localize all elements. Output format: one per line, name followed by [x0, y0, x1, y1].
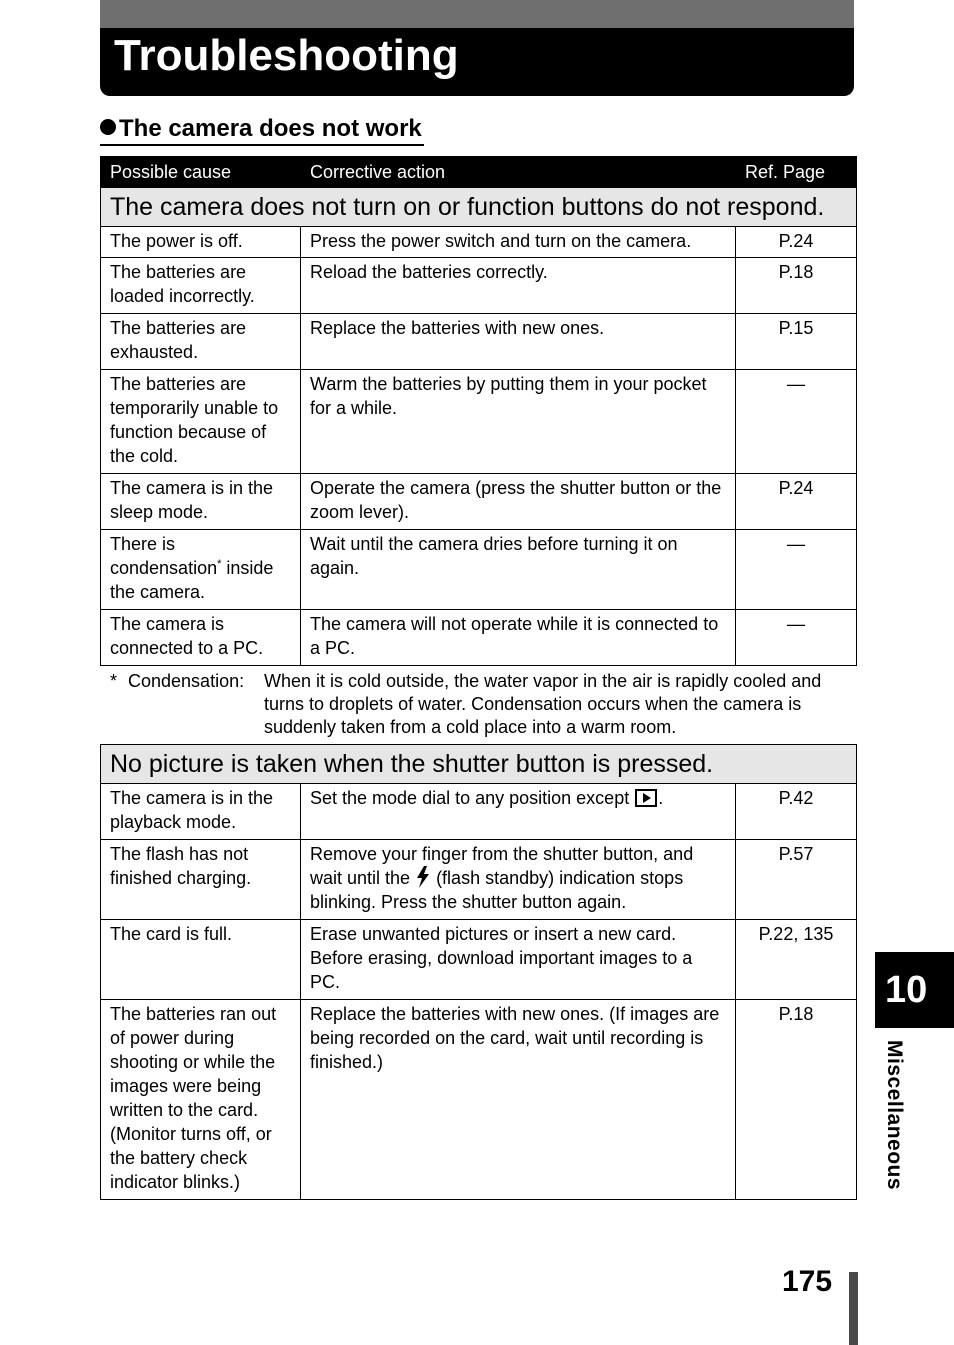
footnote-mark: *	[217, 558, 222, 570]
table-row	[101, 784, 857, 840]
cell-ref: P.24	[736, 474, 857, 530]
table-row	[101, 370, 857, 474]
action-text: (flash standby) indication stops blinking. Press the shutter button again.	[310, 868, 684, 912]
bullet-icon	[100, 119, 116, 135]
cell-ref: —	[736, 530, 857, 610]
cell-cause: The camera is in the playback mode.	[101, 784, 301, 840]
table-row	[101, 610, 857, 666]
action-text: Set the mode dial to any position except	[310, 788, 635, 808]
section-heading-text: The camera does not work	[119, 115, 422, 142]
cell-ref: P.24	[736, 227, 857, 258]
footnote-mark: *	[110, 671, 118, 691]
page-number-bar	[849, 1272, 858, 1345]
cell-action: Reload the batteries correctly.	[301, 258, 736, 314]
action-text: Remove your finger from the shutter button, and wait until the	[310, 844, 694, 888]
page-title: Troubleshooting	[114, 31, 459, 80]
cause-text: There is condensation	[110, 534, 218, 578]
cell-ref: —	[736, 610, 857, 666]
cell-action	[301, 784, 736, 840]
table-row	[101, 258, 857, 314]
cell-cause: The power is off.	[101, 227, 301, 258]
cause-text: inside the camera.	[110, 558, 274, 602]
table-row	[101, 1000, 857, 1200]
footnote-text: When it is cold outside, the water vapor in the air is rapidly cooled and turns to droplets of water. Condensation occurs when the camera is suddenly taken from a cold place into a warm room.	[264, 671, 822, 737]
page-number: 175	[782, 1265, 833, 1298]
table-row	[101, 840, 857, 920]
cell-ref: P.42	[736, 784, 857, 840]
table-row	[101, 474, 857, 530]
troubleshooting-table-power	[100, 156, 857, 666]
cell-action: The camera will not operate while it is connected to a PC.	[301, 610, 736, 666]
group-heading-power: The camera does not turn on or function buttons do not respond.	[101, 188, 857, 227]
group-heading-row	[101, 188, 857, 227]
cell-action: Replace the batteries with new ones.	[301, 314, 736, 370]
group-heading-shutter: No picture is taken when the shutter button is pressed.	[101, 745, 857, 784]
chapter-side-label	[880, 1040, 910, 1210]
cell-cause: The camera is in the sleep mode.	[101, 474, 301, 530]
cell-cause: The batteries ran out of power during shooting or while the images were being written to the card. (Monitor turns off, or the battery check indicator blinks.)	[101, 1000, 301, 1200]
cell-cause: The batteries are temporarily unable to function because of the cold.	[101, 370, 301, 474]
playback-icon	[635, 789, 657, 807]
table-row	[101, 314, 857, 370]
cell-action: Warm the batteries by putting them in your pocket for a while.	[301, 370, 736, 474]
header-corrective-action: Corrective action	[301, 157, 736, 188]
table-row	[101, 227, 857, 258]
cell-ref: P.18	[736, 258, 857, 314]
footnote-label: Condensation:	[128, 671, 245, 691]
title-bar	[100, 0, 854, 96]
header-possible-cause: Possible cause	[101, 157, 301, 188]
cell-action	[301, 840, 736, 920]
cell-action: Press the power switch and turn on the camera.	[301, 227, 736, 258]
cell-cause: The flash has not finished charging.	[101, 840, 301, 920]
cell-action: Erase unwanted pictures or insert a new card. Before erasing, download important images to a PC.	[301, 920, 736, 1000]
flash-icon	[415, 866, 431, 888]
group-heading-row	[101, 745, 857, 784]
cell-cause: The batteries are loaded incorrectly.	[101, 258, 301, 314]
cell-ref: —	[736, 370, 857, 474]
cell-action: Wait until the camera dries before turning it on again.	[301, 530, 736, 610]
table-row	[101, 530, 857, 610]
cell-cause: The batteries are exhausted.	[101, 314, 301, 370]
title-bar-top-strip	[100, 0, 854, 28]
header-ref-page: Ref. Page	[736, 157, 857, 188]
chapter-tab: 10	[875, 952, 954, 1028]
cell-action: Operate the camera (press the shutter button or the zoom lever).	[301, 474, 736, 530]
chapter-label-text: Miscellaneous	[883, 1040, 906, 1191]
cell-ref: P.22, 135	[736, 920, 857, 1000]
cell-action: Replace the batteries with new ones. (If images are being recorded on the card, wait until recording is finished.)	[301, 1000, 736, 1200]
cell-cause: The camera is connected to a PC.	[101, 610, 301, 666]
cell-ref: P.18	[736, 1000, 857, 1200]
troubleshooting-table-shutter	[100, 744, 857, 1200]
table-row	[101, 920, 857, 1000]
table-header-row	[101, 157, 857, 188]
cell-cause	[101, 530, 301, 610]
section-heading	[100, 114, 424, 146]
cell-ref: P.57	[736, 840, 857, 920]
cell-ref: P.15	[736, 314, 857, 370]
cell-cause: The card is full.	[101, 920, 301, 1000]
action-text: .	[658, 788, 664, 808]
